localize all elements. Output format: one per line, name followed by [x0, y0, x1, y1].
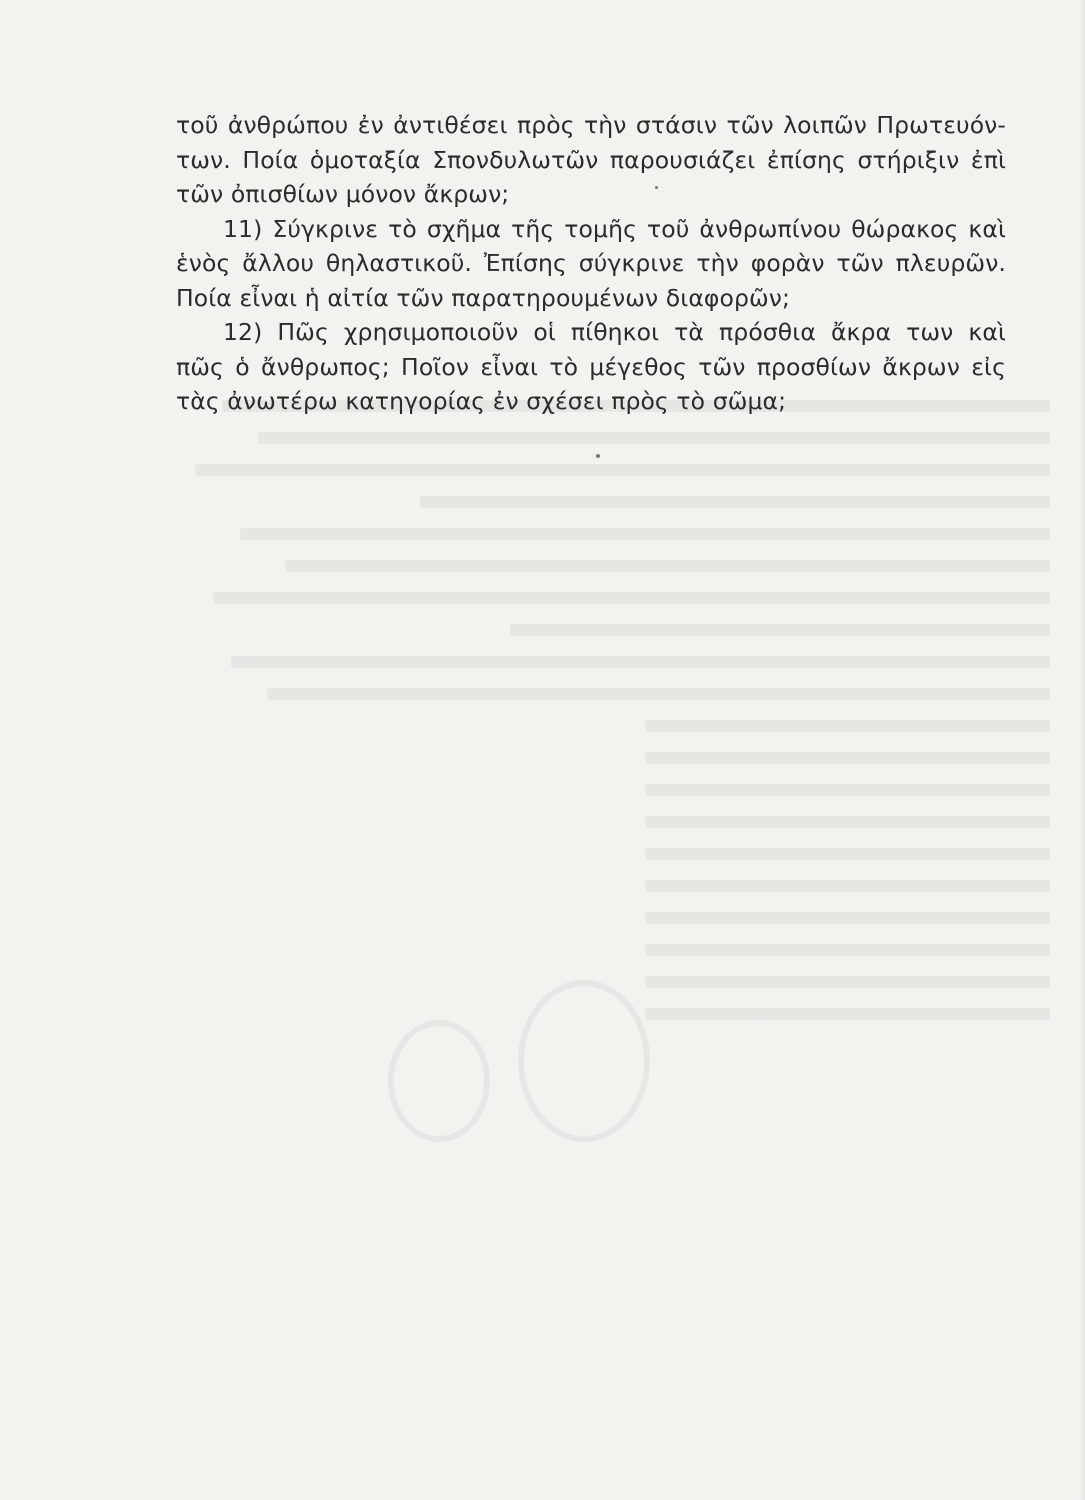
text-line: πῶς ὁ ἄνθρωπος; Ποῖον εἶναι τὸ μέγεθος τῶν προσθίων ἄκρων εἰς	[176, 352, 1006, 381]
text-line: 12) Πῶς χρησιμοποιοῦν οἱ πίθηκοι τὰ πρόσθια ἄκρα των καὶ	[223, 318, 1006, 346]
paragraph-question-12	[176, 315, 1006, 419]
text-line: τὰς ἀνωτέρω κατηγορίας ἐν σχέσει πρὸς τὸ σῶμα;	[176, 387, 787, 415]
text-line: 11) Σύγκρινε τὸ σχῆμα τῆς τομῆς τοῦ ἀνθρωπίνου θώρακος καὶ	[223, 214, 1006, 243]
text-line: των. Ποία ὁμοταξία Σπονδυλωτῶν παρουσιάζει ἐπίσης στήριξιν ἐπὶ	[176, 145, 1006, 174]
paper-speck	[596, 454, 600, 458]
main-text	[176, 108, 1006, 419]
page-edge-shadow	[1079, 0, 1085, 1500]
text-line: τοῦ ἀνθρώπου ἐν ἀντιθέσει πρὸς τὴν στάσιν τῶν λοιπῶν Πρωτευόν-	[176, 111, 1006, 139]
paragraph-posture-question	[176, 108, 1006, 212]
paper-speck	[655, 186, 658, 189]
reverse-side-bleed-through	[150, 380, 1050, 1380]
text-line: ἑνὸς ἄλλου θηλαστικοῦ. Ἐπίσης σύγκρινε τὴν φορὰν τῶν πλευρῶν.	[176, 249, 1006, 277]
paragraph-question-11	[176, 212, 1006, 316]
text-line: Ποία εἶναι ἡ αἰτία τῶν παρατηρουμένων διαφορῶν;	[176, 283, 791, 312]
text-line: τῶν ὀπισθίων μόνον ἄκρων;	[176, 180, 510, 208]
